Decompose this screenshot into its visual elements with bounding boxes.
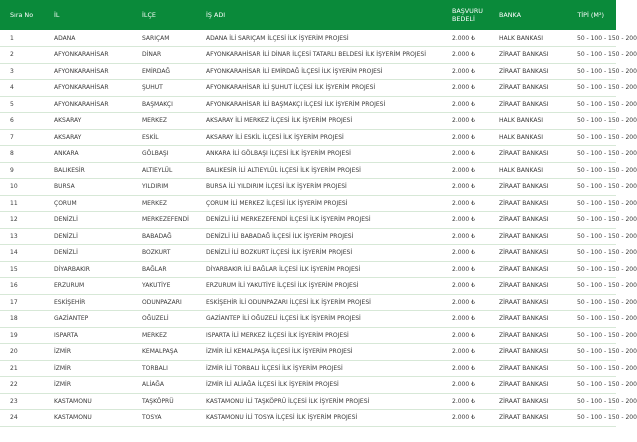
cell-tipi: 50 - 100 - 150 - 200: [577, 67, 637, 75]
cell-il: ÇORUM: [54, 199, 77, 207]
table-row: [0, 294, 616, 311]
cell-ilce: KEMALPAŞA: [142, 348, 178, 356]
cell-is-adi: BURSA İLİ YILDIRIM İLÇESİ İLK İŞYERİM PROJESİ: [206, 183, 347, 191]
cell-banka: ZİRAAT BANKASI: [499, 150, 549, 158]
cell-tipi: 50 - 100 - 150 - 200: [577, 282, 637, 290]
header-sira-no: Sıra No: [10, 11, 34, 19]
table-row: [0, 129, 616, 146]
cell-is-adi: İZMİR İLİ TORBALI İLÇESİ İLK İŞYERİM PROJESİ: [206, 364, 343, 372]
cell-is-adi: AKSARAY İLİ MERKEZ İLÇESİ İLK İŞYERİM PROJESİ: [206, 117, 353, 125]
cell-ilce: BOZKURT: [142, 249, 171, 257]
cell-tipi: 50 - 100 - 150 - 200: [577, 216, 637, 224]
cell-ilce: TOSYA: [142, 414, 162, 422]
header-row: [0, 0, 616, 30]
cell-ilce: YAKUTİYE: [142, 282, 171, 290]
table-row: [0, 113, 616, 130]
table-row: [0, 212, 616, 229]
cell-tipi: 50 - 100 - 150 - 200: [577, 315, 637, 323]
table-row: [0, 278, 616, 295]
table-header: [0, 0, 616, 30]
cell-is-adi: AFYONKARAHİSAR İLİ DİNAR İLÇESİ TATARLI BELDESİ İLK İŞYERİM PROJESİ: [206, 51, 427, 59]
cell-ilce: ESKİL: [142, 133, 159, 141]
cell-il: AFYONKARAHİSAR: [54, 67, 109, 75]
cell-tipi: 50 - 100 - 150 - 200: [577, 331, 637, 339]
cell-sira-no: 3: [10, 67, 14, 75]
cell-sira-no: 17: [10, 298, 18, 306]
cell-il: İZMİR: [54, 348, 71, 356]
cell-il: AKSARAY: [54, 117, 82, 125]
cell-ilce: SARIÇAM: [142, 34, 170, 42]
table-row: [0, 96, 616, 113]
cell-sira-no: 16: [10, 282, 18, 290]
cell-sira-no: 4: [10, 84, 14, 92]
cell-banka: ZİRAAT BANKASI: [499, 364, 549, 372]
cell-banka: HALK BANKASI: [499, 133, 544, 141]
cell-il: BALIKESİR: [54, 166, 85, 174]
cell-basvuru-bedeli: 2.000 ₺: [452, 315, 475, 323]
cell-ilce: BAŞMAKÇI: [142, 100, 173, 108]
cell-sira-no: 10: [10, 183, 18, 191]
cell-ilce: DİNAR: [142, 51, 162, 59]
cell-il: ERZURUM: [54, 282, 85, 290]
cell-il: ESKİŞEHİR: [54, 298, 86, 306]
cell-banka: HALK BANKASI: [499, 34, 544, 42]
cell-tipi: 50 - 100 - 150 - 200: [577, 364, 637, 372]
cell-is-adi: AFYONKARAHİSAR İLİ BAŞMAKÇI İLÇESİ İLK İŞYERİM PROJESİ: [206, 100, 386, 108]
table-row: [0, 360, 616, 377]
cell-basvuru-bedeli: 2.000 ₺: [452, 199, 475, 207]
cell-ilce: YILDIRIM: [142, 183, 169, 191]
cell-basvuru-bedeli: 2.000 ₺: [452, 348, 475, 356]
cell-banka: ZİRAAT BANKASI: [499, 84, 549, 92]
cell-sira-no: 7: [10, 133, 14, 141]
cell-banka: ZİRAAT BANKASI: [499, 315, 549, 323]
table-row: [0, 311, 616, 328]
cell-is-adi: DENİZLİ İLİ BOZKURT İLÇESİ İLK İŞYERİM PROJESİ: [206, 249, 353, 257]
cell-basvuru-bedeli: 2.000 ₺: [452, 34, 475, 42]
cell-sira-no: 18: [10, 315, 18, 323]
cell-tipi: 50 - 100 - 150 - 200: [577, 117, 637, 125]
cell-sira-no: 14: [10, 249, 18, 257]
cell-basvuru-bedeli: 2.000 ₺: [452, 51, 475, 59]
cell-is-adi: AKSARAY İLİ ESKİL İLÇESİ İLK İŞYERİM PROJESİ: [206, 133, 344, 141]
cell-ilce: TAŞKÖPRÜ: [142, 397, 174, 405]
cell-basvuru-bedeli: 2.000 ₺: [452, 216, 475, 224]
cell-ilce: ALTIEYLÜL: [142, 166, 173, 174]
table-body: [0, 30, 637, 426]
table-row: [0, 344, 616, 361]
cell-is-adi: İZMİR İLİ ALİAĞA İLÇESİ İLK İŞYERİM PROJESİ: [206, 381, 339, 389]
cell-ilce: BAĞLAR: [142, 265, 167, 273]
cell-banka: HALK BANKASI: [499, 117, 544, 125]
header-banka: BANKA: [499, 11, 521, 19]
cell-tipi: 50 - 100 - 150 - 200: [577, 183, 637, 191]
cell-is-adi: ADANA İLİ SARIÇAM İLÇESİ İLK İŞYERİM PROJESİ: [206, 34, 349, 42]
cell-sira-no: 24: [10, 414, 18, 422]
cell-sira-no: 9: [10, 166, 14, 174]
cell-is-adi: AFYONKARAHİSAR İLİ ŞUHUT İLÇESİ İLK İŞYERİM PROJESİ: [206, 84, 376, 92]
cell-basvuru-bedeli: 2.000 ₺: [452, 414, 475, 422]
cell-ilce: OĞUZELİ: [142, 315, 169, 323]
cell-basvuru-bedeli: 2.000 ₺: [452, 150, 475, 158]
cell-sira-no: 11: [10, 199, 18, 207]
cell-basvuru-bedeli: 2.000 ₺: [452, 133, 475, 141]
cell-ilce: TORBALI: [142, 364, 168, 372]
cell-il: DENİZLİ: [54, 216, 78, 224]
table-row: [0, 47, 616, 64]
cell-is-adi: BALIKESİR İLİ ALTIEYLÜL İLÇESİ İLK İŞYERİM PROJESİ: [206, 166, 361, 174]
cell-banka: ZİRAAT BANKASI: [499, 381, 549, 389]
cell-basvuru-bedeli: 2.000 ₺: [452, 166, 475, 174]
cell-il: GAZİANTEP: [54, 315, 89, 323]
cell-tipi: 50 - 100 - 150 - 200: [577, 397, 637, 405]
table-row: [0, 377, 616, 394]
cell-basvuru-bedeli: 2.000 ₺: [452, 282, 475, 290]
cell-banka: ZİRAAT BANKASI: [499, 249, 549, 257]
cell-il: ISPARTA: [54, 331, 78, 339]
cell-banka: ZİRAAT BANKASI: [499, 183, 549, 191]
cell-banka: ZİRAAT BANKASI: [499, 216, 549, 224]
cell-il: AFYONKARAHİSAR: [54, 84, 109, 92]
cell-banka: ZİRAAT BANKASI: [499, 298, 549, 306]
table-row: [0, 327, 616, 344]
cell-is-adi: DENİZLİ İLİ BABADAĞ İLÇESİ İLK İŞYERİM PROJESİ: [206, 232, 354, 240]
header-is-adi: İŞ ADI: [206, 11, 226, 19]
cell-basvuru-bedeli: 2.000 ₺: [452, 331, 475, 339]
cell-sira-no: 21: [10, 364, 18, 372]
cell-banka: ZİRAAT BANKASI: [499, 265, 549, 273]
cell-il: BURSA: [54, 183, 75, 191]
cell-tipi: 50 - 100 - 150 - 200: [577, 51, 637, 59]
cell-sira-no: 1: [10, 34, 14, 42]
cell-tipi: 50 - 100 - 150 - 200: [577, 249, 637, 257]
table-row: [0, 261, 616, 278]
cell-il: AFYONKARAHİSAR: [54, 51, 109, 59]
table-row: [0, 162, 616, 179]
cell-ilce: GÖLBAŞI: [142, 150, 169, 158]
cell-is-adi: KASTAMONU İLİ TOSYA İLÇESİ İLK İŞYERİM PROJESİ: [206, 414, 358, 422]
cell-is-adi: ISPARTA İLİ MERKEZ İLÇESİ İLK İŞYERİM PROJESİ: [206, 331, 349, 339]
cell-basvuru-bedeli: 2.000 ₺: [452, 265, 475, 273]
cell-basvuru-bedeli: 2.000 ₺: [452, 100, 475, 108]
cell-sira-no: 5: [10, 100, 14, 108]
cell-ilce: MERKEZ: [142, 199, 167, 207]
cell-sira-no: 2: [10, 51, 14, 59]
cell-ilce: BABADAĞ: [142, 232, 172, 240]
cell-tipi: 50 - 100 - 150 - 200: [577, 100, 637, 108]
cell-tipi: 50 - 100 - 150 - 200: [577, 265, 637, 273]
cell-sira-no: 13: [10, 232, 18, 240]
header-basvuru-bedeli: BAŞVURU BEDELİ: [452, 7, 483, 23]
cell-is-adi: DİYARBAKIR İLİ BAĞLAR İLÇESİ İLK İŞYERİM PROJESİ: [206, 265, 361, 273]
cell-is-adi: ANKARA İLİ GÖLBAŞI İLÇESİ İLK İŞYERİM PROJESİ: [206, 150, 351, 158]
cell-sira-no: 15: [10, 265, 18, 273]
cell-banka: HALK BANKASI: [499, 166, 544, 174]
cell-is-adi: DENİZLİ İLİ MERKEZEFENDİ İLÇESİ İLK İŞYERİM PROJESİ: [206, 216, 371, 224]
table-row: [0, 179, 616, 196]
cell-il: AKSARAY: [54, 133, 82, 141]
cell-il: ADANA: [54, 34, 76, 42]
cell-basvuru-bedeli: 2.000 ₺: [452, 364, 475, 372]
cell-sira-no: 20: [10, 348, 18, 356]
cell-il: DİYARBAKIR: [54, 265, 90, 273]
cell-ilce: MERKEZ: [142, 331, 167, 339]
cell-tipi: 50 - 100 - 150 - 200: [577, 381, 637, 389]
cell-tipi: 50 - 100 - 150 - 200: [577, 150, 637, 158]
cell-il: KASTAMONU: [54, 414, 92, 422]
table-row: [0, 393, 616, 410]
table-row: [0, 30, 616, 47]
cell-banka: ZİRAAT BANKASI: [499, 199, 549, 207]
cell-ilce: MERKEZEFENDİ: [142, 216, 189, 224]
cell-tipi: 50 - 100 - 150 - 200: [577, 414, 637, 422]
cell-tipi: 50 - 100 - 150 - 200: [577, 199, 637, 207]
cell-sira-no: 12: [10, 216, 18, 224]
cell-basvuru-bedeli: 2.000 ₺: [452, 183, 475, 191]
table-row: [0, 63, 616, 80]
cell-il: ANKARA: [54, 150, 79, 158]
table-row: [0, 80, 616, 97]
cell-tipi: 50 - 100 - 150 - 200: [577, 166, 637, 174]
table-row: [0, 146, 616, 163]
cell-il: DENİZLİ: [54, 232, 78, 240]
cell-is-adi: ERZURUM İLİ YAKUTİYE İLÇESİ İLK İŞYERİM PROJESİ: [206, 282, 359, 290]
cell-banka: ZİRAAT BANKASI: [499, 414, 549, 422]
cell-basvuru-bedeli: 2.000 ₺: [452, 117, 475, 125]
cell-basvuru-bedeli: 2.000 ₺: [452, 298, 475, 306]
cell-ilce: ŞUHUT: [142, 84, 163, 92]
cell-basvuru-bedeli: 2.000 ₺: [452, 249, 475, 257]
cell-tipi: 50 - 100 - 150 - 200: [577, 133, 637, 141]
cell-banka: ZİRAAT BANKASI: [499, 100, 549, 108]
cell-tipi: 50 - 100 - 150 - 200: [577, 232, 637, 240]
cell-basvuru-bedeli: 2.000 ₺: [452, 232, 475, 240]
cell-banka: ZİRAAT BANKASI: [499, 348, 549, 356]
cell-tipi: 50 - 100 - 150 - 200: [577, 298, 637, 306]
cell-sira-no: 19: [10, 331, 18, 339]
cell-banka: ZİRAAT BANKASI: [499, 331, 549, 339]
cell-sira-no: 8: [10, 150, 14, 158]
cell-is-adi: AFYONKARAHİSAR İLİ EMİRDAĞ İLÇESİ İLK İŞYERİM PROJESİ: [206, 67, 383, 75]
cell-il: KASTAMONU: [54, 397, 92, 405]
cell-is-adi: ESKİŞEHİR İLİ ODUNPAZARI İLÇESİ İLK İŞYERİM PROJESİ: [206, 298, 371, 306]
table-row: [0, 228, 616, 245]
cell-banka: ZİRAAT BANKASI: [499, 232, 549, 240]
cell-basvuru-bedeli: 2.000 ₺: [452, 84, 475, 92]
cell-ilce: ALİAĞA: [142, 381, 164, 389]
header-ilce: İLÇE: [142, 11, 156, 19]
header-tipi: TİPİ (M²): [577, 11, 604, 19]
cell-ilce: ODUNPAZARI: [142, 298, 182, 306]
table-row: [0, 195, 616, 212]
cell-banka: ZİRAAT BANKASI: [499, 397, 549, 405]
cell-tipi: 50 - 100 - 150 - 200: [577, 348, 637, 356]
cell-il: İZMİR: [54, 364, 71, 372]
cell-sira-no: 23: [10, 397, 18, 405]
cell-banka: ZİRAAT BANKASI: [499, 51, 549, 59]
table-row: [0, 245, 616, 262]
cell-is-adi: İZMİR İLİ KEMALPAŞA İLÇESİ İLK İŞYERİM PROJESİ: [206, 348, 353, 356]
header-il: İL: [54, 11, 60, 19]
cell-tipi: 50 - 100 - 150 - 200: [577, 34, 637, 42]
cell-is-adi: KASTAMONU İLİ TAŞKÖPRÜ İLÇESİ İLK İŞYERİM PROJESİ: [206, 397, 370, 405]
cell-il: DENİZLİ: [54, 249, 78, 257]
cell-ilce: MERKEZ: [142, 117, 167, 125]
cell-ilce: EMİRDAĞ: [142, 67, 171, 75]
cell-banka: ZİRAAT BANKASI: [499, 67, 549, 75]
cell-is-adi: ÇORUM İLİ MERKEZ İLÇESİ İLK İŞYERİM PROJESİ: [206, 199, 348, 207]
cell-banka: ZİRAAT BANKASI: [499, 282, 549, 290]
cell-basvuru-bedeli: 2.000 ₺: [452, 397, 475, 405]
cell-is-adi: GAZİANTEP İLİ OĞUZELİ İLÇESİ İLK İŞYERİM PROJESİ: [206, 315, 361, 323]
cell-il: AFYONKARAHİSAR: [54, 100, 109, 108]
cell-basvuru-bedeli: 2.000 ₺: [452, 67, 475, 75]
cell-sira-no: 6: [10, 117, 14, 125]
cell-tipi: 50 - 100 - 150 - 200: [577, 84, 637, 92]
table-row: [0, 410, 616, 427]
cell-sira-no: 22: [10, 381, 18, 389]
cell-il: İZMİR: [54, 381, 71, 389]
cell-basvuru-bedeli: 2.000 ₺: [452, 381, 475, 389]
